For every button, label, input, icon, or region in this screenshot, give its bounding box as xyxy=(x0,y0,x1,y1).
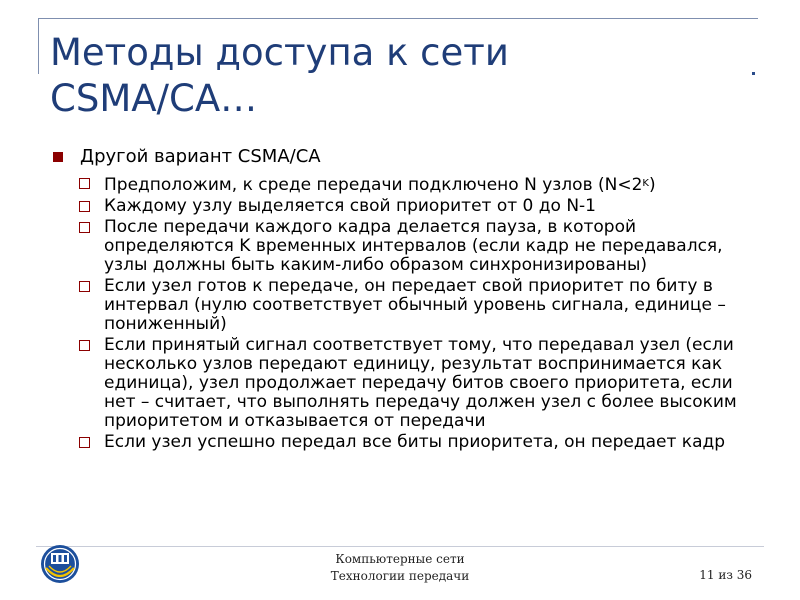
list-item-text: Каждому узлу выделяется свой приоритет от 0 до N-1 xyxy=(104,196,596,216)
list-item xyxy=(77,433,760,452)
title-line-2: CSMA/CA… xyxy=(50,77,258,120)
list-item-text: Если принятый сигнал соответствует тому, что передавал узел (если несколько узлов передают единицу, результат воспринимается как единица), узел продолжает передачу битов своего приоритета, если нет – считает, что выполнять передачу должен узел с более высоким приоритетом и отказывается от передачи xyxy=(104,335,737,431)
list-item xyxy=(77,218,760,275)
hollow-square-bullet-icon xyxy=(79,178,90,189)
hollow-square-bullet-icon xyxy=(79,437,90,448)
frame-vertical-line xyxy=(38,18,39,74)
university-logo-icon xyxy=(40,542,80,586)
footer-divider xyxy=(36,546,764,547)
page-number: 11 из 36 xyxy=(699,568,752,582)
filled-square-bullet-icon xyxy=(53,152,63,162)
slide-title xyxy=(50,30,750,122)
frame-horizontal-line xyxy=(38,18,758,19)
frame-dot xyxy=(752,72,755,75)
level1-bullet-text: Другой вариант CSMA/CA xyxy=(80,146,321,167)
footer-course-title: Компьютерные сети xyxy=(335,552,465,566)
list-item-text: После передачи каждого кадра делается пауза, в которой определяются K временных интервалов (если кадр не передавался, узлы должны быть каким-либо образом синхронизированы) xyxy=(104,217,723,275)
title-line-1: Методы доступа к сети xyxy=(50,31,509,74)
hollow-square-bullet-icon xyxy=(79,201,90,212)
footer-section-title: Технологии передачи xyxy=(330,569,470,583)
list-item xyxy=(77,277,760,334)
list-item-text-end: ) xyxy=(648,175,656,195)
list-item-text: Если узел успешно передал все биты приоритета, он передает кадр xyxy=(104,432,726,452)
level2-bullet-list xyxy=(50,174,760,452)
hollow-square-bullet-icon xyxy=(79,222,90,233)
slide-content xyxy=(50,146,760,454)
hollow-square-bullet-icon xyxy=(79,281,90,292)
hollow-square-bullet-icon xyxy=(79,340,90,351)
superscript-k: K xyxy=(642,178,649,189)
list-item xyxy=(77,174,760,195)
level1-bullet-item xyxy=(50,146,760,168)
footer-course-info xyxy=(300,551,500,585)
list-item xyxy=(77,197,760,216)
list-item xyxy=(77,336,760,431)
list-item-text: Если узел готов к передаче, он передает свой приоритет по биту в интервал (нулю соответствует обычный уровень сигнала, единице – пониженный) xyxy=(104,276,726,334)
list-item-text: Предположим, к среде передачи подключено N узлов (N<2 xyxy=(104,175,643,195)
